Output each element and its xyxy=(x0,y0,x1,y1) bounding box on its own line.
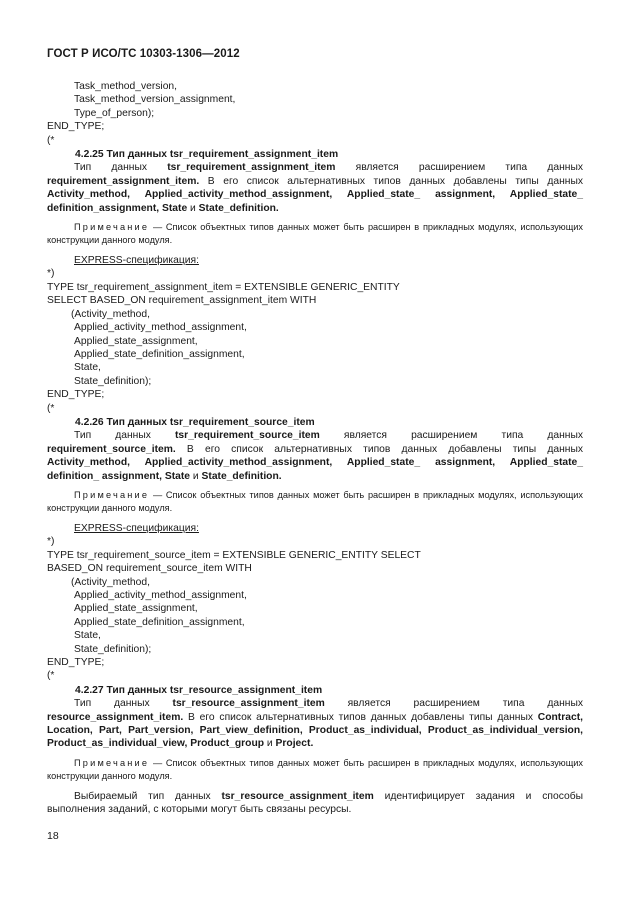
text-run: и xyxy=(264,738,276,750)
document-body xyxy=(47,80,583,817)
type-list: Activity_method, Applied_activity_method_assignment, Applied_state_ assignment, Applied_state_ definition_assignment, State xyxy=(47,189,583,214)
code-line: State_definition); xyxy=(74,375,152,387)
code-line: Applied_activity_method_assignment, xyxy=(74,322,247,334)
code-line: Applied_state_definition_assignment, xyxy=(74,348,245,360)
note xyxy=(47,489,583,515)
code-line: State_definition); xyxy=(74,643,152,655)
code-line: Task_method_version_assignment, xyxy=(74,94,236,106)
code-line: (Activity_method, xyxy=(71,308,150,320)
code-line: State, xyxy=(74,362,101,374)
note-text: — Список объектных типов данных может быть расширен в прикладных модулях, использующих конструкции данного модуля. xyxy=(47,222,583,246)
type-name: Project. xyxy=(275,738,314,750)
code-comment-open: (* xyxy=(47,670,55,682)
text-run: В его список альтернативных типов данных добавлены типы данных xyxy=(183,711,538,723)
type-name: tsr_resource_assignment_item xyxy=(221,790,374,802)
note-text: — Список объектных типов данных может быть расширен в прикладных модулях, использующих конструкции данного модуля. xyxy=(47,757,583,781)
code-line: (Activity_method, xyxy=(71,576,150,588)
closing-paragraph xyxy=(47,790,583,817)
code-comment-close: *) xyxy=(47,536,55,548)
note-label: Примечание xyxy=(74,222,150,233)
text-run: является расширением типа данных xyxy=(324,698,583,710)
text-run: и xyxy=(190,470,202,482)
section-paragraph xyxy=(47,697,583,751)
code-line: TYPE tsr_requirement_source_item = EXTENSIBLE GENERIC_ENTITY SELECT xyxy=(47,549,421,561)
code-line: BASED_ON requirement_source_item WITH xyxy=(47,563,252,575)
code-line: Applied_state_definition_assignment, xyxy=(74,616,245,628)
text-run: В его список альтернативных типов данных добавлены типы данных xyxy=(199,175,583,187)
page-number: 18 xyxy=(47,830,59,842)
code-line: TYPE tsr_requirement_assignment_item = EXTENSIBLE GENERIC_ENTITY xyxy=(47,281,400,293)
document-header: ГОСТ Р ИСО/ТС 10303-1306—2012 xyxy=(47,48,240,60)
note xyxy=(47,221,583,247)
code-comment-close: *) xyxy=(47,268,55,280)
type-name: tsr_resource_assignment_item xyxy=(172,698,325,710)
text-run: Выбираемый тип данных xyxy=(74,790,222,802)
section-paragraph xyxy=(47,429,583,483)
note-label: Примечание xyxy=(74,489,150,500)
type-list: Activity_method, Applied_activity_method_assignment, Applied_state_ assignment, Applied_state_ definition_ assignment, State xyxy=(47,457,583,482)
note-text: — Список объектных типов данных может быть расширен в прикладных модулях, использующих конструкции данного модуля. xyxy=(47,489,583,513)
type-name: State_definition. xyxy=(201,470,282,482)
text-run: и xyxy=(187,202,199,214)
code-comment-open: (* xyxy=(47,402,55,414)
note xyxy=(47,757,583,783)
section-heading-4-2-25: 4.2.25 Тип данных tsr_requirement_assignment_item xyxy=(75,149,339,161)
code-end-type: END_TYPE; xyxy=(47,657,105,669)
code-end-type: END_TYPE; xyxy=(47,389,105,401)
section-paragraph xyxy=(47,161,583,215)
express-spec-label: EXPRESS-спецификация: xyxy=(74,255,199,267)
code-line: Applied_state_assignment, xyxy=(74,603,198,615)
section-heading-4-2-26: 4.2.26 Тип данных tsr_requirement_source_item xyxy=(75,416,315,428)
section-heading-4-2-27: 4.2.27 Тип данных tsr_resource_assignment_item xyxy=(75,684,323,696)
text-run: В его список альтернативных типов данных добавлены типы данных xyxy=(175,443,583,455)
code-line: SELECT BASED_ON requirement_assignment_item WITH xyxy=(47,295,317,307)
code-line: Applied_state_assignment, xyxy=(74,335,198,347)
type-name: tsr_requirement_assignment_item xyxy=(167,162,336,174)
text-run: Тип данных xyxy=(74,698,173,710)
note-label: Примечание xyxy=(74,757,150,768)
express-spec-label: EXPRESS-спецификация: xyxy=(74,522,199,534)
code-end-type: END_TYPE; xyxy=(47,121,105,133)
code-line: Type_of_person); xyxy=(74,107,155,119)
type-list: Contract, Location, Part, Part_version, Part_view_definition, Product_as_individual, Product_as_individual_version, Product_as_individual_view, Product_group xyxy=(47,711,583,750)
type-name: requirement_assignment_item. xyxy=(47,175,200,187)
text-run: является расширением типа данных xyxy=(319,430,583,442)
type-name: tsr_requirement_source_item xyxy=(175,430,320,442)
code-line: State, xyxy=(74,630,101,642)
text-run: Тип данных xyxy=(74,162,168,174)
type-name: State_definition. xyxy=(198,202,279,214)
code-line: Applied_activity_method_assignment, xyxy=(74,590,247,601)
text-run: Тип данных xyxy=(74,430,175,442)
type-name: requirement_source_item. xyxy=(47,443,176,455)
code-line: Task_method_version, xyxy=(74,81,178,92)
type-name: resource_assignment_item. xyxy=(47,711,184,723)
text-run: является расширением типа данных xyxy=(335,162,583,174)
text-run: идентифицирует задания и способы выполнения заданий, с которыми могут быть связаны ресурсы. xyxy=(47,790,583,816)
code-comment-open: (* xyxy=(47,134,55,146)
